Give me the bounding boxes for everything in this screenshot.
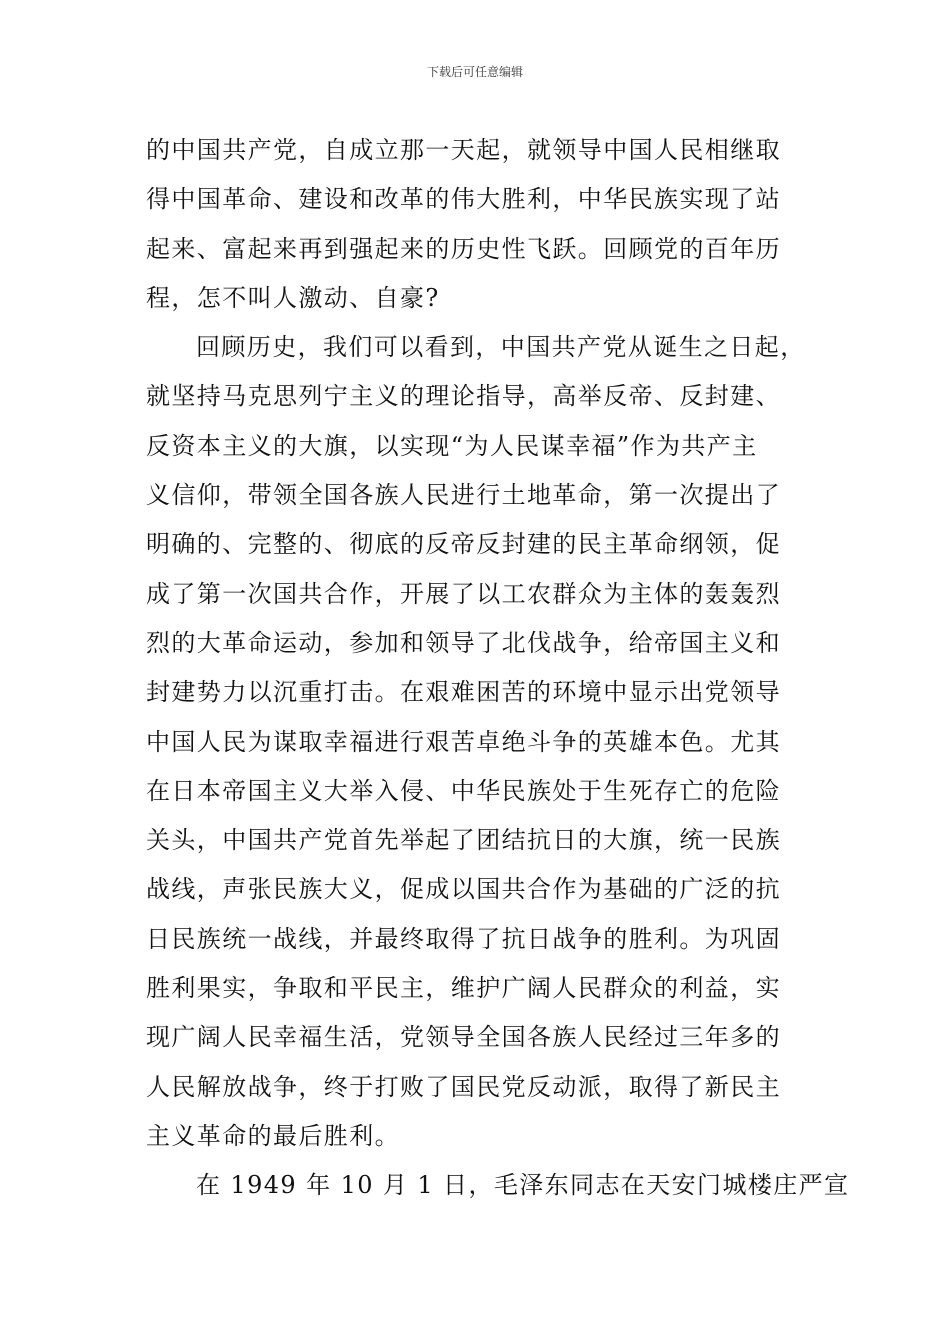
page-header: 下载后可任意编辑	[426, 65, 523, 79]
text-line: 的中国共产党，自成立那一天起，就领导中国人民相继取	[146, 136, 781, 164]
text-line: 主义革命的最后胜利。	[146, 1121, 400, 1150]
text-line: 成了第一次国共合作，开展了以工农群众为主体的轰轰烈	[146, 579, 781, 608]
text-line: 在日本帝国主义大举入侵、中华民族处于生死存亡的危险	[146, 776, 781, 805]
text-line: 人民解放战争，终于打败了国民党反动派，取得了新民主	[146, 1072, 781, 1101]
text-line: 义信仰，带领全国各族人民进行土地革命，第一次提出了	[146, 481, 781, 510]
text-line: 就坚持马克思列宁主义的理论指导，高举反帝、反封建、	[146, 382, 781, 411]
text-line: 封建势力以沉重打击。在艰难困苦的环境中显示出党领导	[146, 678, 781, 707]
text-line: 起来、富起来再到强起来的历史性飞跃。回顾党的百年历	[146, 234, 781, 263]
text-line: 中国人民为谋取幸福进行艰苦卓绝斗争的英雄本色。尤其	[146, 727, 781, 756]
text-line: 现广阔人民幸福生活，党领导全国各族人民经过三年多的	[146, 1023, 781, 1052]
text-line: 日民族统一战线，并最终取得了抗日战争的胜利。为巩固	[146, 924, 781, 953]
paragraph-start-line: 在 1949 年 10 月 1 日，毛泽东同志在天安门城楼庄严宣	[196, 1171, 850, 1200]
document-body	[146, 126, 850, 1211]
text-line: 烈的大革命运动，参加和领导了北伐战争，给帝国主义和	[146, 628, 781, 657]
text-line: 得中国革命、建设和改革的伟大胜利，中华民族实现了站	[146, 185, 781, 214]
text-line: 反资本主义的大旗，以实现“为人民谋幸福”作为共产主	[146, 431, 758, 460]
text-line: 明确的、完整的、彻底的反帝反封建的民主革命纲领，促	[146, 530, 781, 559]
text-line: 胜利果实，争取和平民主，维护广阔人民群众的利益，实	[146, 974, 781, 1003]
text-line: 战线，声张民族大义，促成以国共合作为基础的广泛的抗	[146, 875, 781, 904]
text-line: 关头，中国共产党首先举起了团结抗日的大旗，统一民族	[146, 826, 781, 855]
text-line: 程，怎不叫人激动、自豪?	[146, 283, 440, 312]
paragraph-start-line: 回顾历史，我们可以看到，中国共产党从诞生之日起，	[196, 333, 806, 362]
